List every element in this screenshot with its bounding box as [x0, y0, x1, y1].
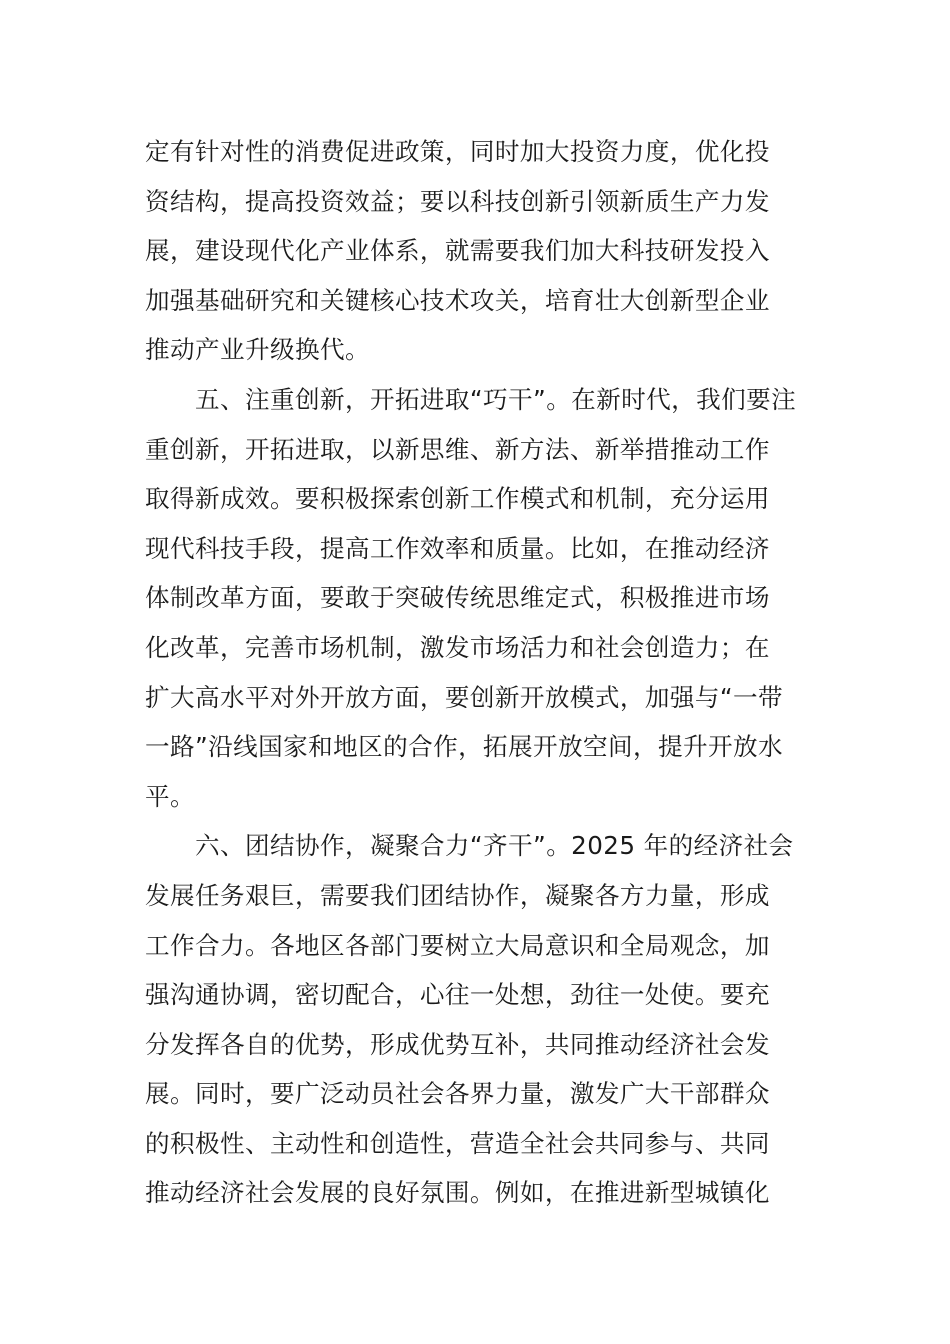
text-line: 资结构，提高投资效益；要以科技创新引领新质生产力发: [145, 186, 770, 216]
text-line: 取得新成效。要积极探索创新工作模式和机制，充分运用: [145, 484, 770, 514]
text-line: 现代科技手段，提高工作效率和质量。比如，在推动经济: [145, 533, 770, 563]
text-line: 推动产业升级换代。: [145, 335, 370, 365]
text-line: 发展任务艰巨，需要我们团结协作，凝聚各方力量，形成: [145, 880, 770, 910]
text-line: 展，建设现代化产业体系，就需要我们加大科技研发投入: [145, 236, 770, 266]
text-line: 加强基础研究和关键核心技术攻关，培育壮大创新型企业: [145, 285, 770, 315]
text-line: 体制改革方面，要敢于突破传统思维定式，积极推进市场: [145, 583, 770, 613]
text-line: 重创新，开拓进取，以新思维、新方法、新举措推动工作: [145, 434, 770, 464]
text-line: 六、团结协作，凝聚合力“齐干”。2025 年的经济社会: [145, 831, 794, 861]
text-line: 分发挥各自的优势，形成优势互补，共同推动经济社会发: [145, 1029, 770, 1059]
text-line: 平。: [145, 781, 195, 811]
text-line: 定有针对性的消费促进政策，同时加大投资力度，优化投: [145, 137, 770, 166]
text-line: 五、注重创新，开拓进取“巧干”。在新时代，我们要注: [145, 384, 797, 414]
text-line: 强沟通协调，密切配合，心往一处想，劲往一处使。要充: [145, 980, 770, 1010]
text-line: 工作合力。各地区各部门要树立大局意识和全局观念，加: [145, 930, 770, 960]
text-line: 推动经济社会发展的良好氛围。例如，在推进新型城镇化: [145, 1178, 770, 1208]
text-line: 化改革，完善市场机制，激发市场活力和社会创造力；在: [145, 632, 770, 662]
text-line: 扩大高水平对外开放方面，要创新开放模式，加强与“一带: [145, 682, 783, 712]
text-line: 展。同时，要广泛动员社会各界力量，激发广大干部群众: [145, 1079, 770, 1109]
body-text: [145, 127, 809, 1218]
text-line: 的积极性、主动性和创造性，营造全社会共同参与、共同: [145, 1128, 770, 1158]
text-line: 一路”沿线国家和地区的合作，拓展开放空间，提升开放水: [145, 732, 783, 762]
